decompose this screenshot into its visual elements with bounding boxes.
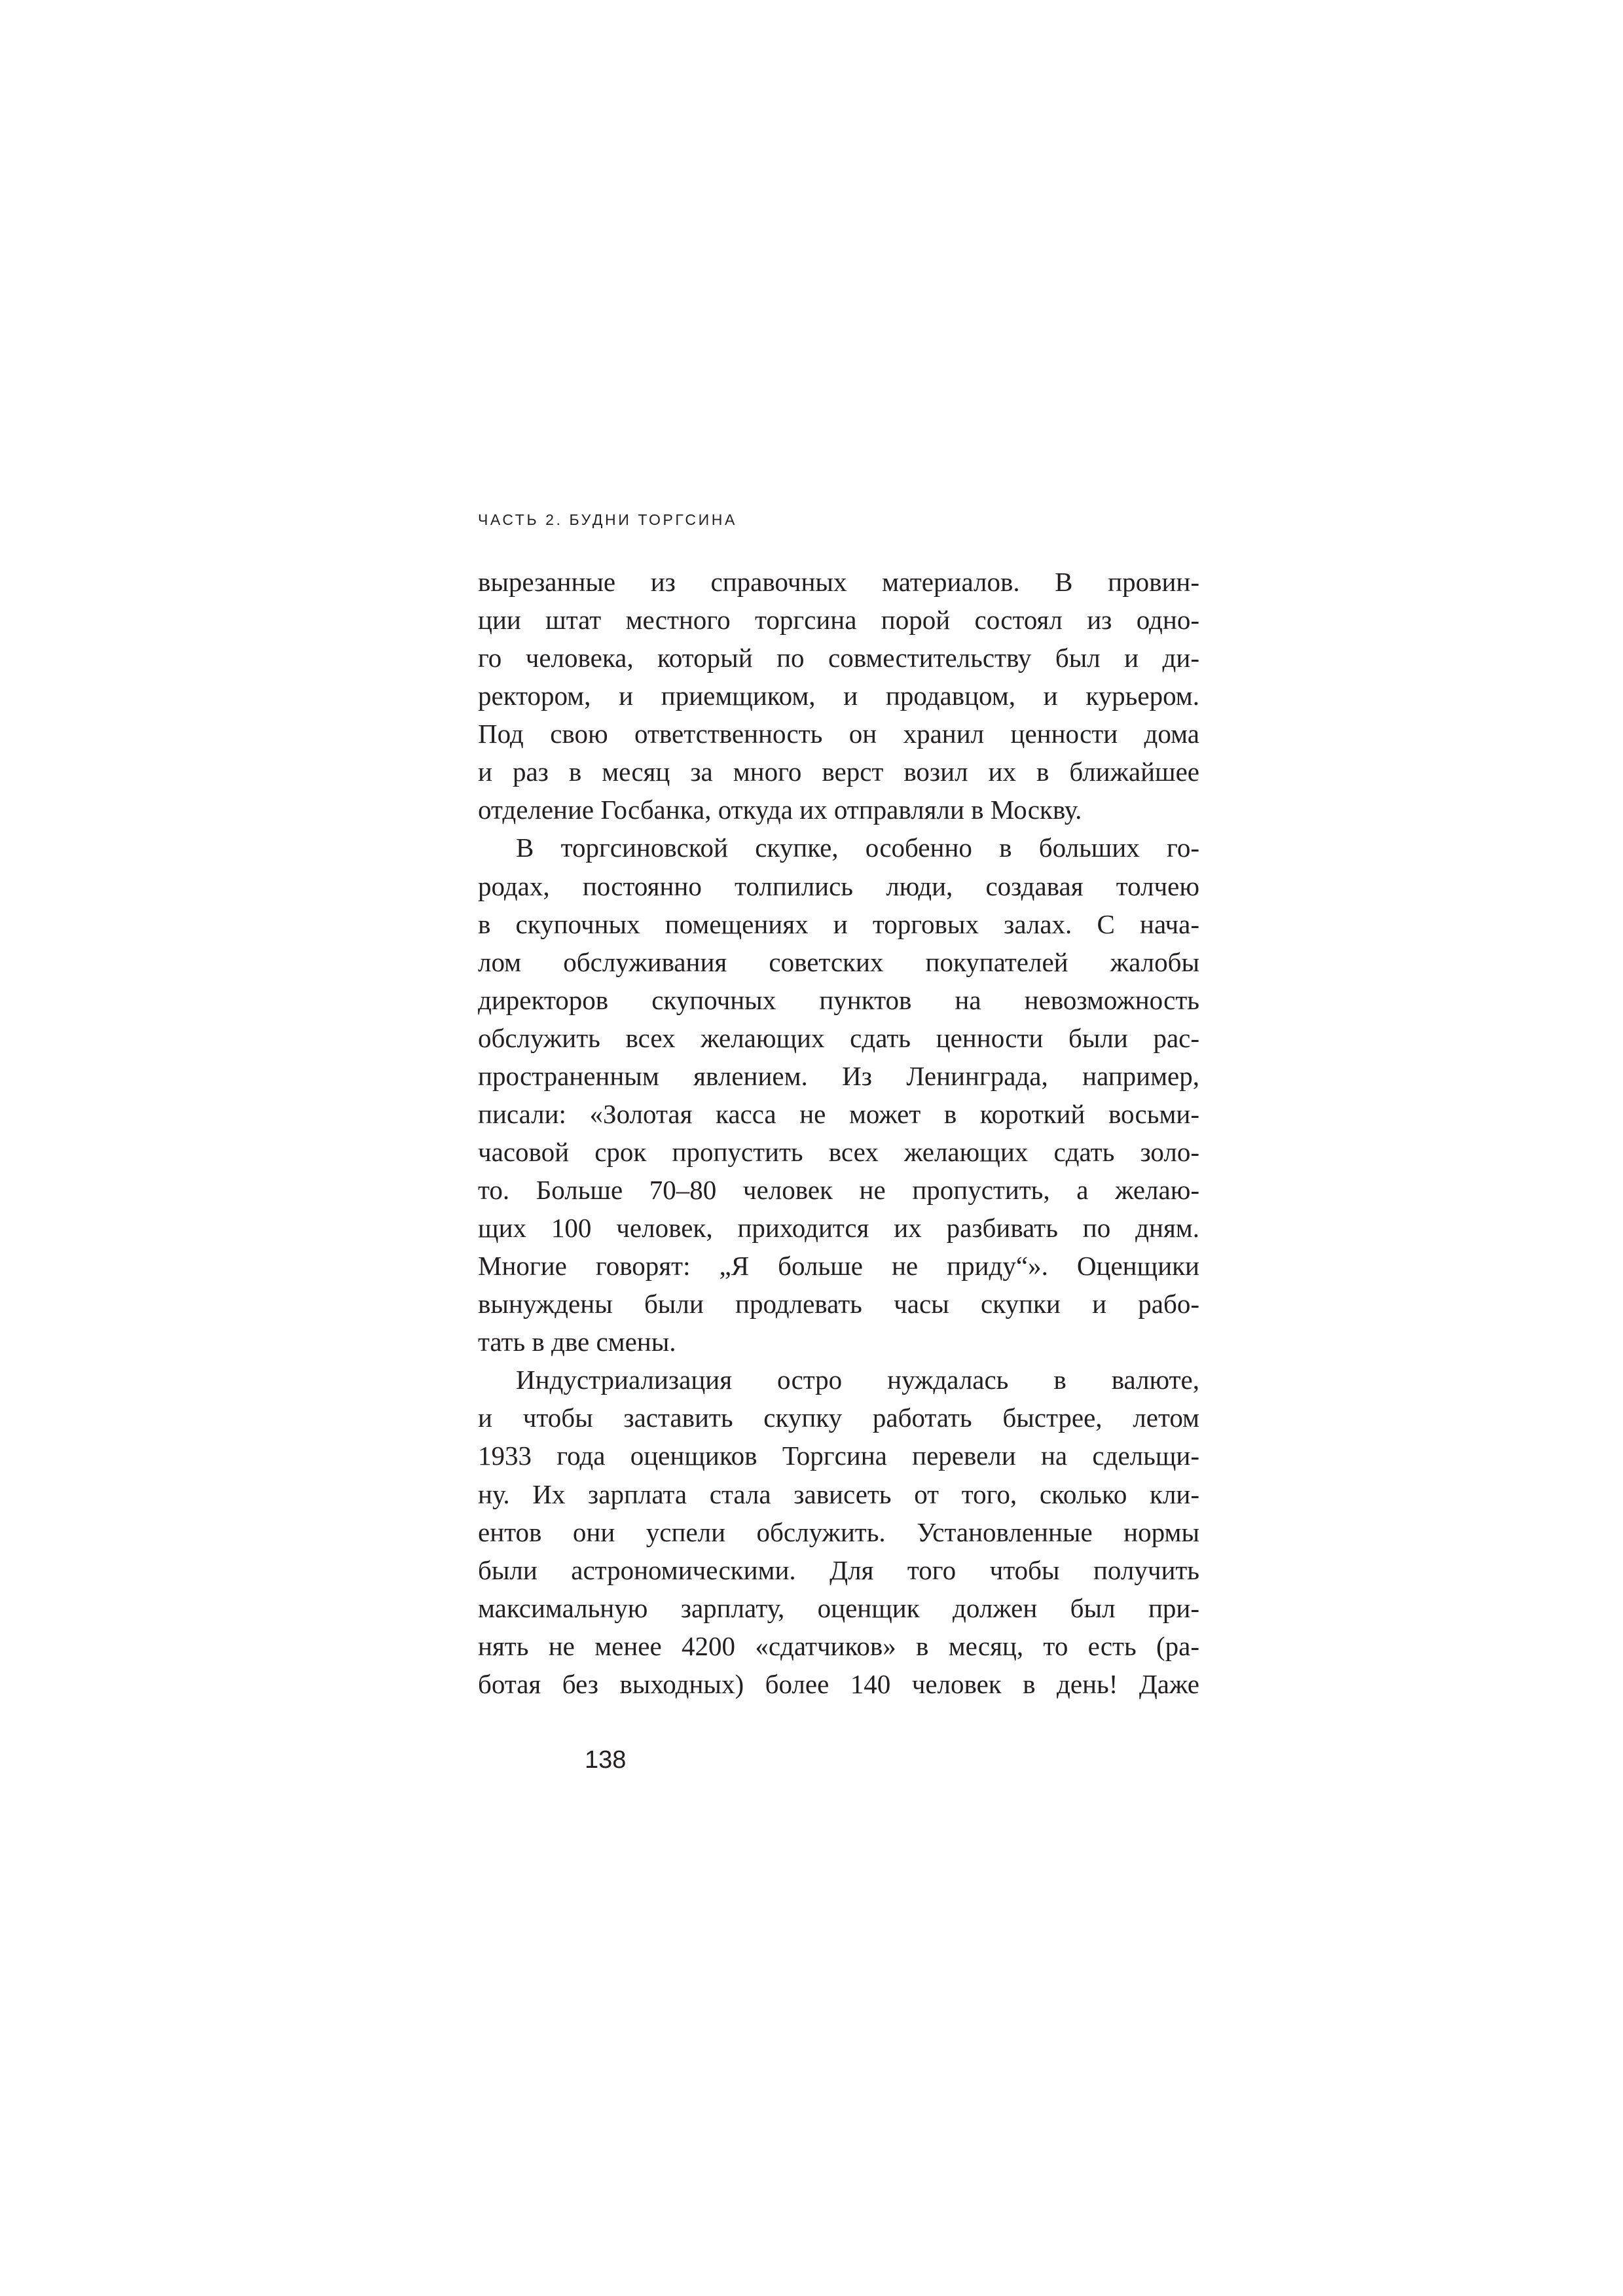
- text-line: директоров скупочных пунктов на невозможность: [478, 984, 1199, 1015]
- text-line: ботая без выходных) более 140 человек в день! Даже: [478, 1668, 1199, 1699]
- text-line: Под свою ответственность он хранил ценности дома: [478, 719, 1199, 749]
- text-line: были астрономическими. Для того чтобы получить: [478, 1554, 1199, 1585]
- text-line: ну. Их зарплата стала зависеть от того, сколько кли-: [478, 1479, 1199, 1509]
- page-number: 138: [585, 1746, 627, 1774]
- text-line: Многие говорят: „Я больше не приду“». Оценщики: [478, 1251, 1199, 1282]
- paragraph: [478, 563, 1199, 829]
- text-line: вынуждены были продлевать часы скупки и рабо-: [478, 1289, 1199, 1319]
- text-line: в скупочных помещениях и торговых залах. С нача-: [478, 908, 1199, 939]
- text-line: и чтобы заставить скупку работать быстрее, летом: [478, 1403, 1199, 1433]
- text-line: родах, постоянно толпились люди, создавая толчею: [478, 870, 1199, 901]
- text-line: то. Больше 70–80 человек не пропустить, а желаю-: [478, 1175, 1199, 1205]
- text-line: и раз в месяц за много верст возил их в ближайшее: [478, 757, 1199, 787]
- text-line: щих 100 человек, приходится их разбивать по дням.: [478, 1213, 1199, 1244]
- text-line: В торгсиновской скупке, особенно в больших го-: [516, 833, 1199, 863]
- paragraph: [478, 829, 1199, 1361]
- text-line: отделение Госбанка, откуда их отправляли в Москву.: [478, 795, 1082, 825]
- text-line: пространенным явлением. Из Ленинграда, например,: [478, 1060, 1199, 1091]
- text-line: ректором, и приемщиком, и продавцом, и курьером.: [478, 681, 1199, 711]
- running-head: ЧАСТЬ 2. БУДНИ ТОРГСИНА: [478, 511, 737, 528]
- text-line: ции штат местного торгсина порой состоял из одно-: [478, 605, 1199, 636]
- text-line: писали: «Золотая касса не может в короткий восьми-: [478, 1098, 1199, 1129]
- text-line: вырезанные из справочных материалов. В провин-: [478, 567, 1199, 597]
- text-line: ентов они успели обслужить. Установленные нормы: [478, 1516, 1199, 1547]
- text-line: тать в две смены.: [478, 1327, 676, 1357]
- text-line: часовой срок пропустить всех желающих сдать золо-: [478, 1136, 1199, 1167]
- paragraph: [478, 1361, 1199, 1703]
- text-line: максимальную зарплату, оценщик должен был при-: [478, 1592, 1199, 1623]
- text-line: нять не менее 4200 «сдатчиков» в месяц, то есть (ра-: [478, 1630, 1199, 1661]
- text-line: го человека, который по совместительству был и ди-: [478, 643, 1199, 673]
- text-line: лом обслуживания советских покупателей жалобы: [478, 946, 1199, 977]
- text-line: Индустриализация остро нуждалась в валюте,: [516, 1365, 1199, 1395]
- text-line: 1933 года оценщиков Торгсина перевели на сдельщи-: [478, 1441, 1199, 1471]
- body-text: [478, 563, 1199, 1703]
- text-line: обслужить всех желающих сдать ценности были рас-: [478, 1022, 1199, 1053]
